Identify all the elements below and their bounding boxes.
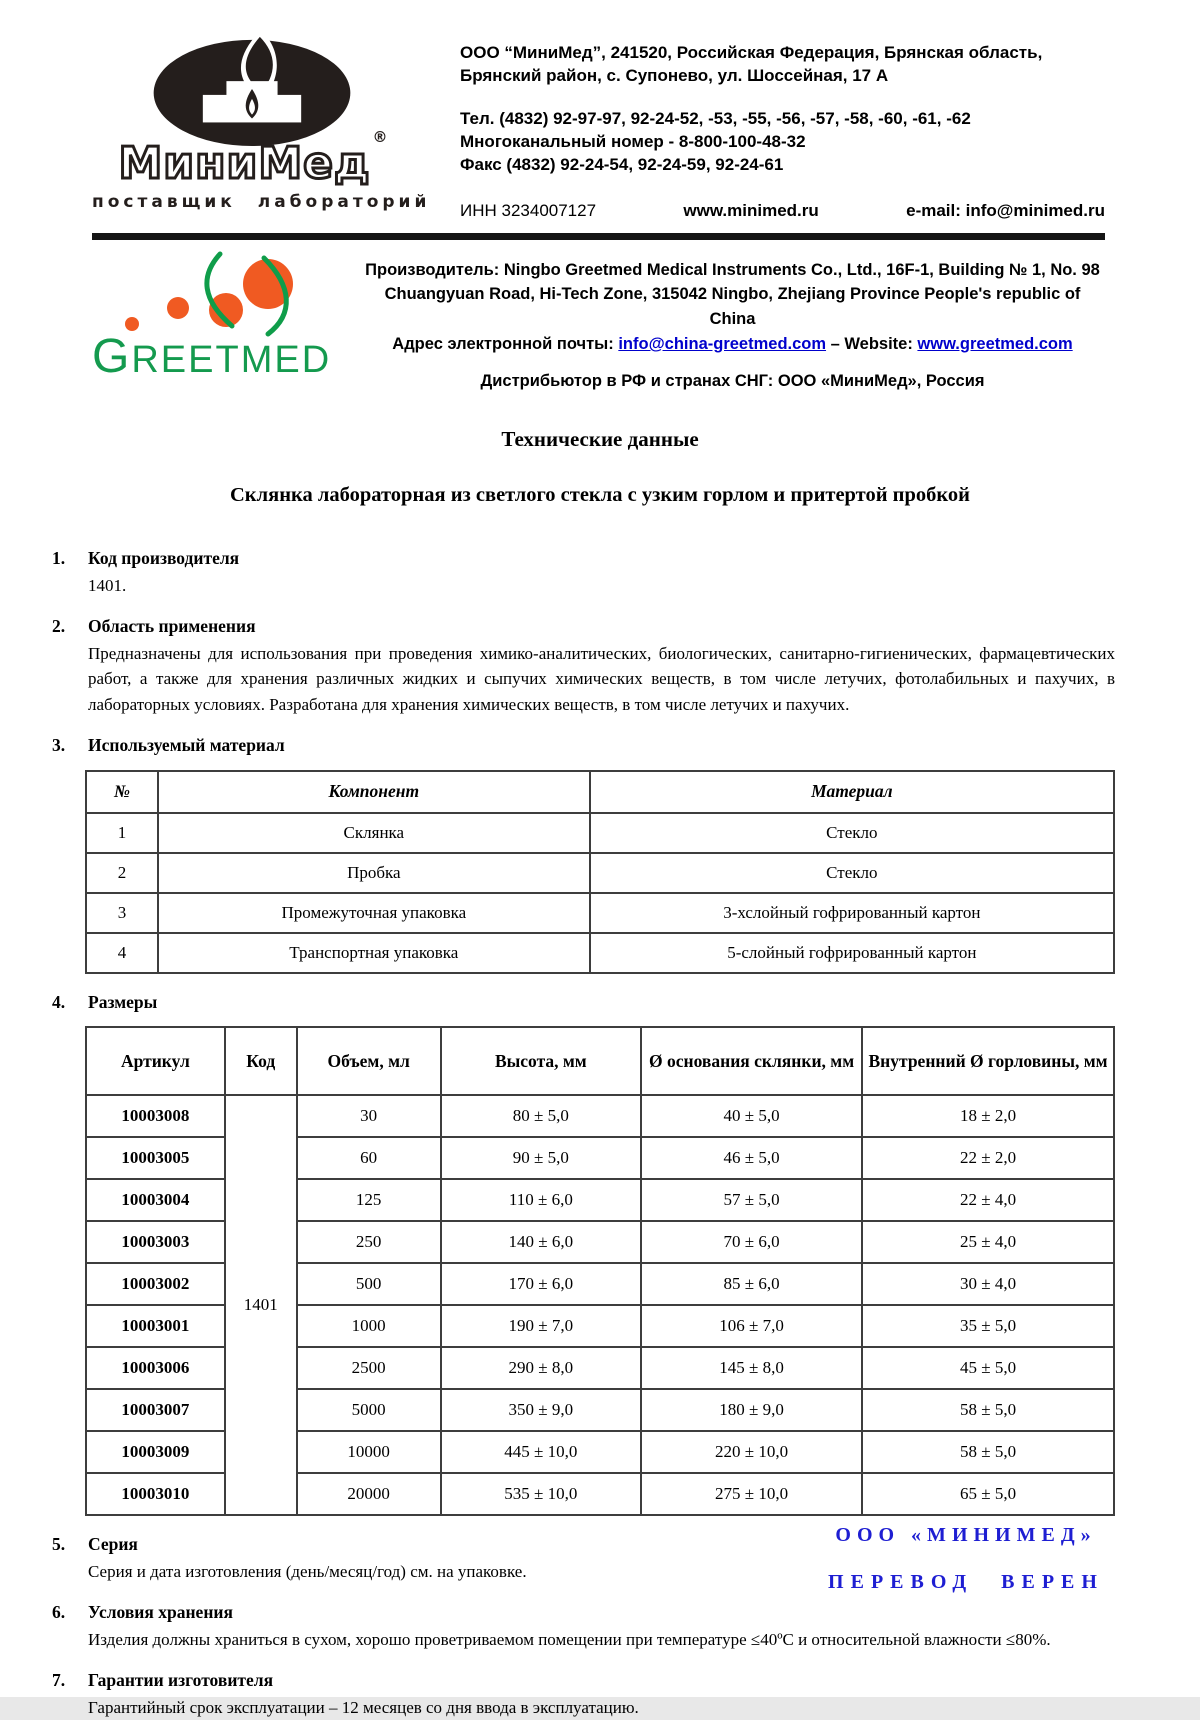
sizes-table-cell: 1000	[297, 1305, 441, 1347]
translation-stamp	[823, 1524, 1109, 1594]
table-header-cell: Высота, мм	[441, 1027, 641, 1095]
sizes-table-cell: 2500	[297, 1347, 441, 1389]
materials-table-cell: 2	[86, 853, 158, 893]
section-body: 1401.	[88, 575, 127, 595]
section-number: 7.	[52, 1670, 66, 1691]
section-number: 3.	[52, 735, 66, 756]
document-subtitle: Склянка лабораторная из светлого стекла с узким горлом и притертой пробкой	[230, 484, 970, 507]
materials-table	[85, 770, 1115, 974]
sizes-article-cell: 10003005	[86, 1137, 225, 1179]
sizes-table-cell: 125	[297, 1179, 441, 1221]
sizes-table-cell: 58 ± 5,0	[862, 1431, 1114, 1473]
sizes-table-cell: 22 ± 4,0	[862, 1179, 1114, 1221]
section-heading: Размеры	[88, 991, 158, 1012]
sizes-article-cell: 10003002	[86, 1263, 225, 1305]
sizes-table	[85, 1026, 1115, 1516]
manufacturer-website-label: – Website:	[826, 334, 918, 353]
section-series	[52, 1524, 1115, 1594]
sizes-table-cell: 35 ± 5,0	[862, 1305, 1114, 1347]
sizes-table-cell: 45 ± 5,0	[862, 1347, 1114, 1389]
sizes-table-body	[86, 1095, 1114, 1515]
sizes-table-cell: 30 ± 4,0	[862, 1263, 1114, 1305]
section-number: 2.	[52, 616, 66, 637]
table-header-cell: Материал	[590, 771, 1114, 813]
sizes-table-cell: 25 ± 4,0	[862, 1221, 1114, 1263]
letterhead	[0, 0, 1200, 221]
sizes-article-cell: 10003010	[86, 1473, 225, 1515]
materials-table-row	[86, 893, 1114, 933]
materials-table-cell: 5-слойный гофрированный картон	[590, 933, 1114, 973]
materials-table-row	[86, 853, 1114, 893]
section-warranty	[52, 1668, 1115, 1720]
manufacturer-contacts	[360, 332, 1105, 357]
registered-trademark-icon: ®	[372, 128, 388, 146]
sizes-table-cell: 90 ± 5,0	[441, 1137, 641, 1179]
materials-table-cell: Склянка	[158, 813, 590, 853]
sizes-article-cell: 10003004	[86, 1179, 225, 1221]
sizes-table-cell: 65 ± 5,0	[862, 1473, 1114, 1515]
sizes-table-cell: 18 ± 2,0	[862, 1095, 1114, 1137]
greetmed-logo	[92, 248, 360, 394]
brand-wordmark: МиниМед	[118, 138, 371, 189]
document-body	[0, 524, 1200, 1720]
sizes-table-cell: 220 ± 10,0	[641, 1431, 862, 1473]
section-body: Предназначены для использования при проведения химико-аналитических, биологических, санитарно-гигиенических, фармацевтических работ, а также для хранения различных жидких и сыпучих химических веществ, в том числе летучих, фотолабильных и пахучих, в лабораторных условиях. Разработана для хранения химических веществ, в том числе летучих и пахучих.	[88, 643, 1115, 714]
sizes-table-cell: 290 ± 8,0	[441, 1347, 641, 1389]
distributor-line: Дистрибьютор в РФ и странах СНГ: ООО «МиниМед», Россия	[480, 371, 985, 390]
sizes-table-cell: 57 ± 5,0	[641, 1179, 862, 1221]
manufacturer-line1: Производитель: Ningbo Greetmed Medical Instruments Co., Ltd., 16F-1, Building № 1, No. 98	[365, 260, 1100, 279]
section-heading: Условия хранения	[88, 1602, 233, 1623]
materials-table-cell: Стекло	[590, 853, 1114, 893]
table-header-cell: Компонент	[158, 771, 590, 813]
manufacturer-email-label: Адрес электронной почты:	[392, 334, 619, 353]
table-header-cell: Внутренний Ø горловины, мм	[862, 1027, 1114, 1095]
section-number: 1.	[52, 548, 66, 569]
sizes-table-head-row	[86, 1027, 1114, 1095]
section-heading: Код производителя	[88, 548, 240, 569]
stamp-company-line: ООО «МИНИМЕД»	[835, 1524, 1097, 1547]
sizes-table-cell: 106 ± 7,0	[641, 1305, 862, 1347]
sizes-article-cell: 10003006	[86, 1347, 225, 1389]
sizes-table-cell: 40 ± 5,0	[641, 1095, 862, 1137]
sizes-table-cell: 80 ± 5,0	[441, 1095, 641, 1137]
company-website[interactable]: www.minimed.ru	[683, 200, 819, 220]
section-storage-conditions	[52, 1600, 1115, 1652]
candle-flame-oval-icon	[143, 30, 361, 148]
sizes-table-cell: 140 ± 6,0	[441, 1221, 641, 1263]
section-heading: Используемый материал	[88, 735, 285, 756]
table-header-cell: Код	[225, 1027, 297, 1095]
manufacturer-line2: Chuangyuan Road, Hi-Tech Zone, 315042 Ningbo, Zhejiang Province People's republic of China	[384, 285, 1081, 329]
materials-table-head-row	[86, 771, 1114, 813]
section-heading: Гарантии изготовителя	[88, 1670, 274, 1691]
section-body: Изделия должны храниться в сухом, хорошо проветриваемом помещении при температуре ≤40ºС и относительной влажности ≤80%.	[88, 1629, 1051, 1649]
materials-table-cell: Стекло	[590, 813, 1114, 853]
table-header-cell: Объем, мл	[297, 1027, 441, 1095]
sizes-table-cell: 30	[297, 1095, 441, 1137]
table-header-cell: Ø основания склянки, мм	[641, 1027, 862, 1095]
document-title: Технические данные	[501, 427, 699, 452]
section-dimensions	[52, 990, 1115, 1517]
manufacturer-block	[0, 240, 1200, 394]
sizes-table-cell: 70 ± 6,0	[641, 1221, 862, 1263]
table-header-cell: №	[86, 771, 158, 813]
sizes-article-cell: 10003008	[86, 1095, 225, 1137]
section-manufacturer-code	[52, 546, 1115, 598]
header-divider	[92, 233, 1105, 240]
sizes-table-cell: 190 ± 7,0	[441, 1305, 641, 1347]
materials-table-body	[86, 813, 1114, 973]
greetmed-wordmark-rest: REETMED	[131, 338, 332, 381]
sizes-table-cell: 145 ± 8,0	[641, 1347, 862, 1389]
materials-table-cell: 3	[86, 893, 158, 933]
manufacturer-email-link[interactable]: info@china-greetmed.com	[618, 334, 827, 353]
materials-table-cell: 3-хслойный гофрированный картон	[590, 893, 1114, 933]
section-heading: Область применения	[88, 616, 256, 637]
company-address: ООО “МиниМед”, 241520, Российская Федерация, Брянская область, Брянский район, с. Супонево, ул. Шоссейная, 17 А	[460, 43, 1043, 85]
brand-tagline: поставщик лабораторий	[92, 192, 431, 212]
sizes-table-cell: 22 ± 2,0	[862, 1137, 1114, 1179]
materials-table-cell: Транспортная упаковка	[158, 933, 590, 973]
sizes-article-cell: 10003007	[86, 1389, 225, 1431]
sizes-shared-code-cell: 1401	[225, 1095, 297, 1515]
sizes-table-cell: 58 ± 5,0	[862, 1389, 1114, 1431]
sizes-table-cell: 60	[297, 1137, 441, 1179]
materials-table-cell: Промежуточная упаковка	[158, 893, 590, 933]
section-body: Гарантийный срок эксплуатации – 12 месяцев со дня ввода в эксплуатацию.	[88, 1697, 639, 1717]
materials-table-cell: 1	[86, 813, 158, 853]
sizes-table-cell: 10000	[297, 1431, 441, 1473]
sizes-table-cell: 110 ± 6,0	[441, 1179, 641, 1221]
sizes-table-cell: 5000	[297, 1389, 441, 1431]
sizes-table-cell: 500	[297, 1263, 441, 1305]
sizes-table-cell: 535 ± 10,0	[441, 1473, 641, 1515]
greetmed-wordmark: GREETMED	[92, 329, 332, 383]
section-application-area	[52, 614, 1115, 717]
materials-table-row	[86, 933, 1114, 973]
company-ids-row	[460, 201, 1105, 221]
section-heading: Серия	[88, 1534, 138, 1555]
section-number: 4.	[52, 991, 66, 1012]
materials-table-cell: Пробка	[158, 853, 590, 893]
sizes-table-cell: 170 ± 6,0	[441, 1263, 641, 1305]
section-number: 5.	[52, 1534, 66, 1555]
section-number: 6.	[52, 1602, 66, 1623]
section-body: Серия и дата изготовления (день/месяц/год) см. на упаковке.	[88, 1561, 527, 1581]
sizes-table-cell: 275 ± 10,0	[641, 1473, 862, 1515]
stamp-verified-line: ПЕРЕВОД ВЕРЕН	[828, 1571, 1104, 1594]
sizes-table-cell: 350 ± 9,0	[441, 1389, 641, 1431]
section-materials	[52, 733, 1115, 974]
company-phones: Тел. (4832) 92-97-97, 92-24-52, -53, -55, -56, -57, -58, -60, -61, -62 Многоканальный номер - 8-800-100-48-32 Факс (4832) 92-24-54, 92-24-59, 92-24-61	[460, 108, 971, 174]
sizes-table-cell: 85 ± 6,0	[641, 1263, 862, 1305]
company-inn: ИНН 3234007127	[460, 200, 597, 220]
sizes-table-cell: 180 ± 9,0	[641, 1389, 862, 1431]
minimed-logo	[92, 30, 431, 221]
company-email[interactable]: e-mail: info@minimed.ru	[906, 200, 1105, 220]
contact-block	[412, 30, 1105, 221]
dots-and-leaves-icon	[92, 252, 342, 336]
materials-table-row	[86, 813, 1114, 853]
table-header-cell: Артикул	[86, 1027, 225, 1095]
sizes-table-row	[86, 1095, 1114, 1137]
sizes-article-cell: 10003009	[86, 1431, 225, 1473]
manufacturer-text	[360, 248, 1105, 394]
sizes-table-cell: 250	[297, 1221, 441, 1263]
sizes-table-cell: 46 ± 5,0	[641, 1137, 862, 1179]
sizes-article-cell: 10003001	[86, 1305, 225, 1347]
sizes-article-cell: 10003003	[86, 1221, 225, 1263]
manufacturer-website-link[interactable]: www.greetmed.com	[917, 334, 1073, 353]
sizes-table-cell: 20000	[297, 1473, 441, 1515]
materials-table-cell: 4	[86, 933, 158, 973]
sizes-table-cell: 445 ± 10,0	[441, 1431, 641, 1473]
